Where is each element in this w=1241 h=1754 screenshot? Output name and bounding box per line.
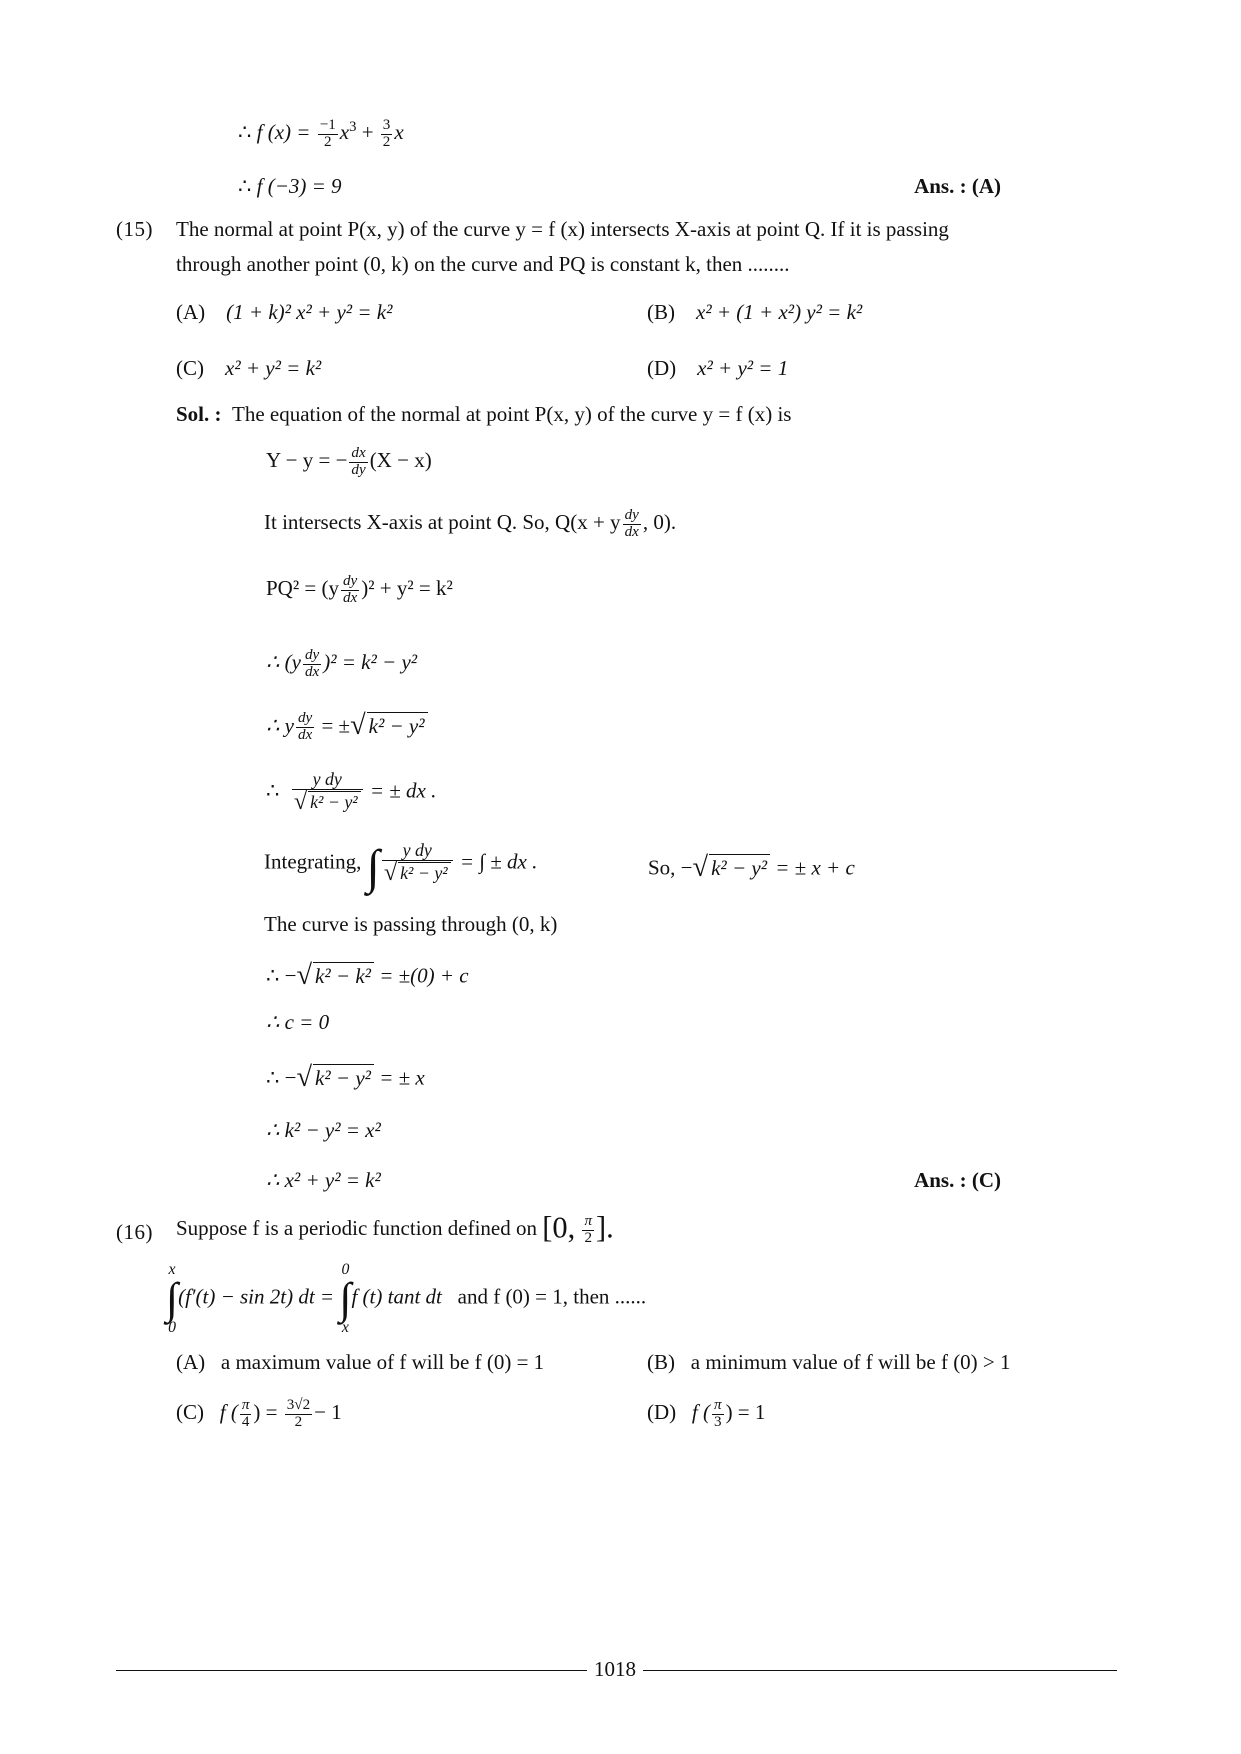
q14-answer: Ans. : (A): [914, 174, 1001, 198]
q16-option-a-text: a maximum value of f will be f (0) = 1: [220, 1350, 545, 1374]
q15-option-a: [176, 300, 392, 325]
q16-option-b-label: (B): [647, 1350, 675, 1374]
q14-f-of-x: ∴ f (x) = $\frac{-1}{2}$ $x^3$ + $\frac{3}{2}$ x: [238, 117, 404, 150]
q15-intersect-line: It intersects X-axis at point Q. So, Q(x + y $\frac{dy}{dx}$ , 0).: [264, 507, 677, 540]
q16-option-c-label: (C): [176, 1400, 204, 1425]
page-number: 1018: [587, 1657, 643, 1682]
integral-with-limits: x ∫ 0: [166, 1261, 179, 1336]
q15-step-substitute: ∴ −√ k² − k² = ±(0) + c: [266, 960, 469, 991]
q16-integral-equation: x ∫ 0 (f′(t) − sin 2t) dt = 0 ∫ x f (t) tant dt and f (0) = 1, then ......: [166, 1261, 647, 1336]
q15-answer: Ans. : (C): [914, 1168, 1001, 1192]
q15-option-d-text: x² + y² = 1: [697, 356, 789, 380]
q15-step-root-x: ∴ −√ k² − y² = ± x: [266, 1062, 425, 1093]
q15-curve-passing: The curve is passing through (0, k): [264, 912, 558, 936]
q15-pq-squared: PQ² = (y $\frac{dy}{dx}$ )² + y² = k²: [266, 573, 453, 606]
q15-step-separate: ∴ $\frac{\text{y dy}}{\text{√ k² − y²}}$ = ± dx .: [266, 769, 437, 815]
q15-normal-equation: Y − y = − $\frac{dx}{dy}$ (X − x): [266, 445, 432, 478]
q15-solution-intro: Sol. : The equation of the normal at point P(x, y) of the curve y = f (x) is: [176, 402, 792, 426]
q15-option-a-text: (1 + k)² x² + y² = k²: [226, 300, 393, 324]
q16-option-c: (C) f ( $\frac{\pi}{4}$ ) = $\frac{3√2}{2}$ − 1: [176, 1397, 342, 1430]
q16-option-d-label: (D): [647, 1400, 677, 1425]
q15-step-final: ∴ x² + y² = k²: [266, 1168, 381, 1192]
q14-f-of-minus3: ∴ f (−3) = 9: [238, 174, 342, 198]
q15-option-b-label: (B): [647, 300, 675, 324]
q15-stem-line1: The normal at point P(x, y) of the curve y = f (x) intersects X-axis at point Q. If it is passing: [176, 217, 949, 241]
q16-option-d: (D) f ( $\frac{\pi}{3}$ ) = 1: [647, 1397, 766, 1430]
q15-step-c-zero: ∴ c = 0: [266, 1010, 330, 1034]
q15-so-result: So, −√ k² − y² = ± x + c: [648, 852, 855, 883]
q15-number: (15): [116, 217, 153, 241]
q15-option-b-text: x² + (1 + x²) y² = k²: [696, 300, 863, 324]
q15-step-root: ∴ y $\frac{dy}{dx}$ = ±√ k² − y²: [266, 710, 428, 744]
q15-option-d: [647, 356, 788, 381]
q15-integrating: Integrating, ∫ $\frac{\text{y dy}}{\text{√ k² − y²}}$ = ∫ ± dx .: [264, 840, 538, 894]
q16-option-b-text: a minimum value of f will be f (0) > 1: [690, 1350, 1011, 1374]
q16-number: (16): [116, 1220, 153, 1244]
q16-option-a: [176, 1350, 544, 1375]
q15-step-square: ∴ (y $\frac{dy}{dx}$ )² = k² − y²: [266, 647, 418, 680]
radical-sign: √: [350, 710, 366, 741]
q15-option-c-label: (C): [176, 356, 204, 380]
integral-with-limits: 0 ∫ x: [339, 1261, 352, 1336]
q15-option-c-text: x² + y² = k²: [225, 356, 322, 380]
q16-stem: Suppose f is a periodic function defined on [0, $\frac{\pi}{2}$ ].: [176, 1210, 614, 1246]
q15-step-k2-y2: ∴ k² − y² = x²: [266, 1118, 381, 1142]
q15-option-a-label: (A): [176, 300, 206, 324]
q15-stem-line2: through another point (0, k) on the curve and PQ is constant k, then ........: [176, 252, 790, 276]
q16-option-b: [647, 1350, 1011, 1375]
q16-option-a-label: (A): [176, 1350, 206, 1374]
q15-option-b: [647, 300, 862, 325]
q15-option-d-label: (D): [647, 356, 677, 380]
integral-sign: ∫: [366, 841, 380, 894]
q15-option-c: [176, 356, 321, 381]
solution-label: Sol. :: [176, 402, 222, 426]
